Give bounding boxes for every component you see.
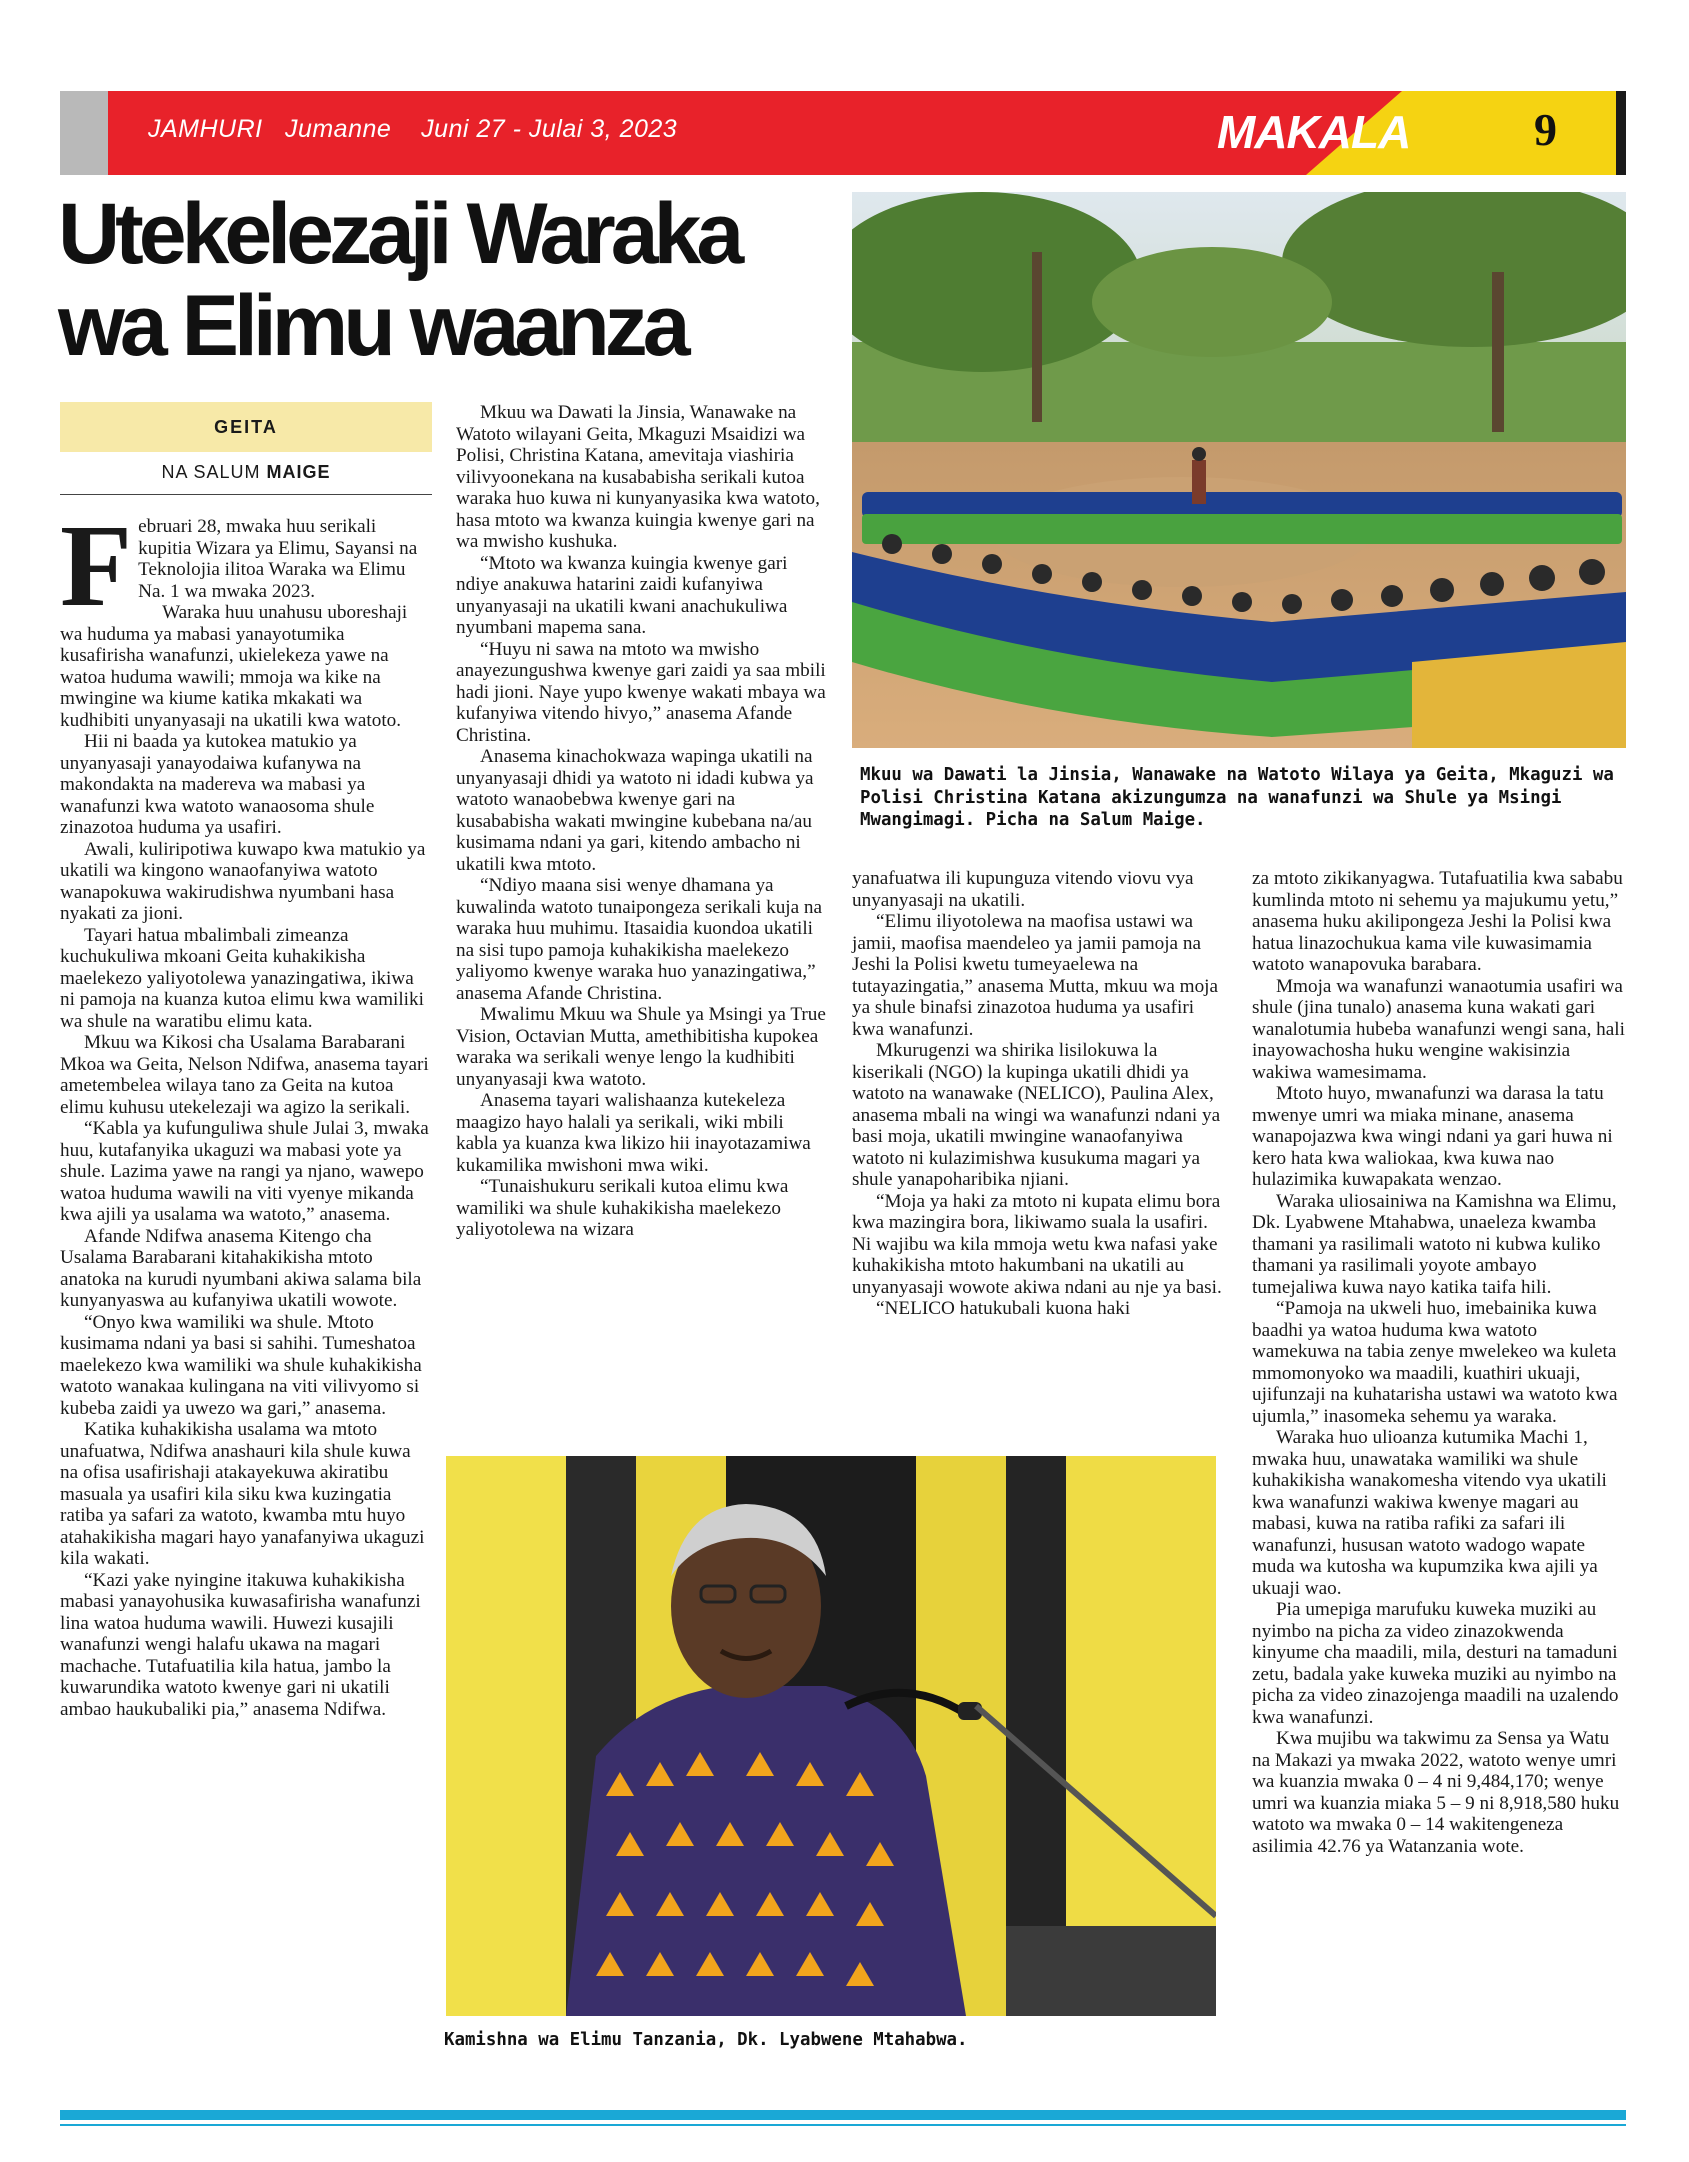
col2-p3: Anasema kinachokwaza wapinga ukatili na unyanyasaji dhidi ya watoto ni idadi kubwa ya watoto wanaobebwa kwenye gari na kusababisha wakati mwingine kubebana na/au kusimama ndani ya gari, kitendo ambacho ni ukatili kwa mtoto. (456, 746, 814, 875)
col4-p3: Waraka uliosainiwa na Kamishna wa Elimu, Dk. Lyabwene Mtahabwa, unaeleza kwamba thamani ya rasilimali watoto ni kubwa kuliko thamani ya rasilimali yoyote ambayo tumejaliwa kuwa nayo katika taifa hili. (1252, 1190, 1617, 1298)
headline (58, 188, 858, 372)
col4-p1: Mmoja wa wanafunzi wanaotumia usafiri wa shule (jina tunalo) anasema kuna wakati gari wanalotumia hubeba wanafunzi wengi sana, hali inayowachosha huku wengine wakisinzia wakiwa wamesimama. (1252, 975, 1625, 1083)
col1-p3: Awali, kuliripotiwa kuwapo kwa matukio ya ukatili wa kingono wanaofanyiwa watoto wanapokuwa wakirudishwa nyumbani hasa nyakati za jioni. (60, 838, 426, 924)
col3-p1: “Elimu iliyotolewa na maofisa ustawi wa jamii, maofisa maendeleo ya jamii pamoja na Jeshi la Polisi kwetu tumeyaelewa na tutayazingatia,” anasema Mutta, mkuu wa moja ya shule binafsi zinazotoa huduma ya usafiri kwa wanafunzi. (852, 911, 1219, 1040)
col4-p5: Waraka huo ulioanza kutumika Machi 1, mwaka huu, unawataka wamiliki wa shule kuhakikisha wanakomesha vitendo vya ukatili kwa wanafunzi wakiwa kwenye magari au mabasi, kuwa na ratiba rafiki za safari ili wanafunzi, hususan watoto wadogo wapate muda wa kutosha wa kupumzika kwa ajili ya ukuaji wao. (1252, 1427, 1607, 1599)
col3-p2: Mkurugenzi wa shirika lisilokuwa la kiserikali (NGO) la kupinga ukatili dhidi ya watoto na wanawake (NELICO), Paulina Alex, anasema mbali na wingi wa wanafunzi ndani ya basi moja, ukatili mwingine wanaofanyiwa watoto ni kulazimishwa kusukuma magari ya shule yanapoharibika njiani. (852, 1040, 1221, 1190)
article-column-1 (60, 500, 432, 1720)
col4-p6: Pia umepiga marufuku kuweka muziki au nyimbo na picha za video zinazokwenda kinyume cha maadili, mila, desturi na tamaduni zetu, badala yake kuweka muziki au nyimbo na picha za video zinazojenga maadili na uzalendo kwa wanafunzi. (1252, 1599, 1619, 1728)
section-label: MAKALA (1217, 106, 1411, 158)
col4-p7: Kwa mujibu wa takwimu za Sensa ya Watu na Makazi ya mwaka 2022, watoto wenye umri wa kuanzia mwaka 0 – 4 ni 9,484,170; wenye umri wa kuanzia miaka 5 – 9 ni 8,918,580 huku watoto wa mwaka 0 – 14 wakitengeneza asilimia 42.76 ya Watanzania wote. (1252, 1728, 1620, 1857)
article-column-3 (852, 868, 1224, 1320)
col3-p3: “Moja ya haki za mtoto ni kupata elimu bora kwa mazingira bora, likiwamo suala la usafiri. Ni wajibu wa kila mmoja wetu kwa nafasi yake kuhakikisha mtoto hakumbani na ukatili au unyanyasaji wowote akiwa ndani au nje ya basi. (852, 1190, 1222, 1298)
photo-students-assembly (852, 192, 1626, 748)
byline (60, 462, 432, 483)
col2-p1: “Mtoto wa kwanza kuingia kwenye gari ndiye anakuwa hatarini zaidi kufanyiwa unyanyasaji na ukatili kwani anachukuliwa nyumbani mapema sana. (456, 552, 788, 638)
students-assembly-image (852, 192, 1626, 748)
col2-p4: “Ndiyo maana sisi wenye dhamana ya kuwalinda watoto tunaipongeza serikali kuja na waraka huu muhimu. Itasaidia kuondoa ukatili na sisi tupo pamoja kuhakikisha maelekezo yaliyomo kwenye waraka huo yanazingatiwa,” anasema Afande Christina. (456, 875, 823, 1004)
col1-p0 (60, 500, 432, 631)
header-grey-tab (60, 91, 108, 175)
col1-p8: “Onyo kwa wamiliki wa shule. Mtoto kusimama ndani ya basi si sahihi. Tumeshatoa maelekezo kwa wamiliki wa shule kuhakikisha watoto wanakaa kulingana na viti vilivyomo si kubeba zaidi ya uwezo wa gari,” anasema. (60, 1311, 422, 1419)
article-column-4 (1252, 868, 1626, 1857)
col2-p7: “Tunaishukuru serikali kutoa elimu kwa wamiliki wa shule kuhakikisha maelekezo yaliyotolewa na wizara (456, 1176, 789, 1240)
col3-p0: yanafuatwa ili kupunguza vitendo viovu vya unyanyasaji na ukatili. (852, 868, 1194, 911)
col1-p4: Tayari hatua mbalimbali zimeanza kuchukuliwa mkoani Geita kuhakikisha maelekezo yaliyotolewa yanazingatiwa, ikiwa ni pamoja na kuanza kutoa elimu kwa wamiliki wa shule na waratibu elimu kata. (60, 924, 424, 1032)
col1-p1: Waraka huu unahusu uboreshaji wa huduma ya mabasi yanayotumika kusafirisha wanafunzi, ukielekeza yawe na watoa huduma wawili; mmoja wa kike na mwingine wa kiume katika mkakati wa kudhibiti unyanyasaji na ukatili kwa watoto. (60, 602, 408, 731)
col3-p4: “NELICO hatukubali kuona haki (876, 1298, 1131, 1319)
col1-p7: Afande Ndifwa anasema Kitengo cha Usalama Barabarani kitahakikisha mtoto anatoka na kurudi nyumbani akiwa salama bila kunyanyaswa au kufanyiwa ukatili wowote. (60, 1225, 422, 1311)
col1-p6: “Kabla ya kufunguliwa shule Julai 3, mwaka huu, kutafanyika ukaguzi wa mabasi yote ya shule. Lazima yawe na rangi ya njano, wawepo watoa huduma wawili na viti vyenye mikanda kwa ajili ya usalama wa watoto,” anasema. (60, 1118, 429, 1225)
byline-name: MAIGE (266, 462, 331, 482)
col2-p6: Anasema tayari walishaanza kutekeleza maagizo hayo halali ya serikali, wiki mbili kabla ya kuanza kwa likizo hii inayotazamiwa kukamilika mwishoni mwa wiki. (456, 1090, 811, 1176)
byline-rule (60, 494, 432, 495)
caption-top-photo: Mkuu wa Dawati la Jinsia, Wanawake na Watoto Wilaya ya Geita, Mkaguzi wa Polisi Christina Katana akizungumza na wanafunzi wa Shule ya Msingi Mwangimagi. Picha na Salum Maige. (860, 765, 1614, 830)
headline-line-2: wa Elimu waanza (58, 278, 686, 374)
col4-p4: “Pamoja na ukweli huo, imebainika kuwa baadhi ya watoa huduma kwa watoto wamekuwa na tabia zenye mwelekeo wa kuleta mmomonyoko wa maadili, kuathiri ukuaji, ujifunzaji na kuhatarisha ustawi wa watoto kwa ujumla,” inasomeka sehemu ya waraka. (1252, 1298, 1618, 1427)
footer-rule (60, 2110, 1626, 2120)
photo-commissioner (446, 1456, 1216, 2016)
headline-line-1: Utekelezaji Waraka (58, 186, 740, 282)
footer-rule-thin (60, 2124, 1626, 2126)
col1-p2: Hii ni baada ya kutokea matukio ya unyanyasaji yanayodaiwa kufanywa na makondakta na madereva wa mabasi ya wanafunzi kwa watoto wanaosoma shule zinazotoa huduma ya usafiri. (60, 731, 375, 838)
commissioner-speaking-image (446, 1456, 1216, 2016)
col1-p0-text: ebruari 28, mwaka huu serikali kupitia Wizara ya Elimu, Sayansi na Teknolojia ilitoa Waraka wa Elimu Na. 1 wa mwaka 2023. (138, 516, 418, 602)
col4-p0: za mtoto zikikanyagwa. Tutafuatilia kwa sababu kumlinda mtoto ni sehemu ya majukumu yetu,” anasema huku akilipongeza Jeshi la Polisi kwa hatua linazochukua kama vile kuwasimamia watoto wanapovuka barabara. (1252, 868, 1623, 975)
caption-bottom-photo: Kamishna wa Elimu Tanzania, Dk. Lyabwene Mtahabwa. (444, 2030, 968, 2050)
col2-p0: Mkuu wa Dawati la Jinsia, Wanawake na Watoto wilayani Geita, Mkaguzi Msaidizi wa Polisi, Christina Katana, amevitaja viashiria vilivyoonekana na kusababisha serikali kutoa waraka huo kuwa ni kunyanyasika kwa watoto, hasa mtoto wa kwanza kuingia kwenye gari na wa mwisho kushuka. (456, 402, 820, 552)
page-header (60, 91, 1626, 175)
article-column-2 (456, 402, 828, 1241)
col2-p2: “Huyu ni sawa na mtoto wa mwisho anayezungushwa kwenye gari zaidi ya saa mbili hadi jioni. Naye yupo kwenye wakati mbaya wa kufanyiwa vitendo hivyo,” anasema Afande Christina. (456, 638, 826, 746)
col1-p9: Katika kuhakikisha usalama wa mtoto unafuatwa, Ndifwa anashauri kila shule kuwa na ofisa usafirishaji atakayekuwa akiratibu masuala ya usafiri kila siku kwa kuzingatia ratiba ya safari za watoto, kwamba mtu huyo atahakikisha magari hayo yanafanyiwa ukaguzi kila wakati. (60, 1419, 425, 1569)
paper-date: JAMHURI Jumanne Juni 27 - Julai 3, 2023 (148, 115, 678, 143)
col1-p10: “Kazi yake nyingine itakuwa kuhakikisha mabasi yanayohusika kuwasafirisha wanafunzi lina watoa huduma wawili. Huwezi kusajili wanafunzi wengi halafu ukawa na magari machache. Tutafuatilia kila hatua, jambo la kuwarundika watoto kwenye gari ni ukatili ambao haukubaliki pia,” anasema Ndifwa. (60, 1569, 421, 1720)
col1-p5: Mkuu wa Kikosi cha Usalama Barabarani Mkoa wa Geita, Nelson Ndifwa, anasema tayari ametembelea wilaya tano za Geita na kutoa elimu kuhusu utekelezaji wa agizo la serikali. (60, 1032, 429, 1118)
col4-p2: Mtoto huyo, mwanafunzi wa darasa la tatu mwenye umri wa miaka minane, anasema wanapojazwa kwa wingi ndani ya gari huwa ni kero hata kwa waliokaa, kwa kuwa nao hulazimika kuwapakata wenzao. (1252, 1083, 1613, 1190)
header-end-bar (1616, 91, 1626, 175)
drop-cap: F (60, 500, 133, 631)
page-number: 9 (1534, 104, 1557, 155)
byline-prefix: NA SALUM (161, 462, 261, 482)
col2-p5: Mwalimu Mkuu wa Shule ya Msingi ya True Vision, Octavian Mutta, amethibitisha kupokea waraka wa serikali wenye lengo la kudhibiti unyanyasaji kwa watoto. (456, 1004, 826, 1090)
location-label: GEITA (60, 402, 432, 452)
